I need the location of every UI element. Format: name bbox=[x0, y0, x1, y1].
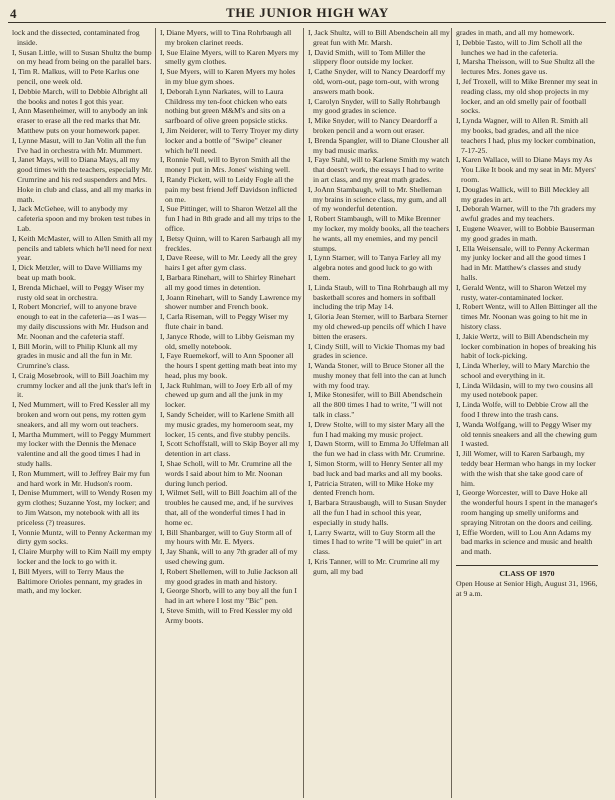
class-notice bbox=[456, 565, 598, 599]
will-entry: I, Robert Stambaugh, will to Mike Brenner my locker, my moldy books, all the teachers he wants, all my enemies, and my pencil stumps. bbox=[308, 214, 450, 253]
will-entry: I, Patricia Straten, will to Mike Hoke my dented French horn. bbox=[308, 478, 434, 498]
will-entry: I, Larry Swartz, will to Guy Storm all the times I had to write "I will be quiet" in art class. bbox=[308, 527, 442, 557]
will-entry: I, Debbie March, will to Debbie Albright all the books and notes I got this year. bbox=[12, 86, 148, 106]
will-entry: I, Wanda Wolfgang, will to Peggy Wiser my old tennis sneakers and all the chewing gum I wasted. bbox=[456, 419, 597, 449]
will-entry: I, Scott Schoffstall, will to Skip Boyer all my detention in art class. bbox=[160, 439, 300, 459]
will-entry: I, Bill Shanbarger, will to Guy Storm all of my hours with Mr. E. Myers. bbox=[160, 527, 292, 547]
will-entry: I, Douglas Wallick, will to Bill Meckley all my grades in art. bbox=[456, 184, 590, 204]
will-entry: I, Debbie Tasto, will to Jim Scholl all the lunches we had in the cafeteria. bbox=[456, 37, 583, 57]
page-number: 4 bbox=[10, 6, 17, 21]
will-entry: I, Lynn Starner, will to Tanya Farley all my algebra notes and good luck to go with them. bbox=[308, 253, 442, 282]
will-entry: I, Ronnie Null, will to Byron Smith all the money I put in Mrs. Jones' wishing well. bbox=[160, 155, 291, 175]
will-entry: I, Robert Wentz, will to Allen Bittinger all the times Mr. Noonan was going to hit me in history class. bbox=[456, 302, 598, 331]
will-entry: I, David Smith, will to Tom Miller the slippery floor outside my locker. bbox=[308, 47, 426, 67]
will-entry: I, Marsha Theisson, will to Sue Shultz all the lectures Mrs. Jones gave us. bbox=[456, 57, 595, 77]
will-entry: I, Bill Myers, will to Terry Maus the Baltimore Orioles pennant, my grades in math, and my locker. bbox=[12, 566, 143, 596]
will-entry: I, George Worcester, will to Dave Hoke all the wonderful hours I spent in the manager's room hanging up smelly uniforms and spraying Nitrotan on the doors and ceiling. bbox=[456, 488, 598, 527]
will-entry: I, Keith McMaster, will to Allen Smith all my pencils and tablets which he'll need for next year. bbox=[12, 233, 153, 263]
newspaper-title: THE JUNIOR HIGH WAY bbox=[226, 5, 389, 20]
will-entry: I, Betsy Quinn, will to Karen Sarbaugh all my freckles. bbox=[160, 233, 302, 253]
will-entry: I, Faye Ruemekorf, will to Ann Spooner all the hours I spent getting math beat into my head, plus my book. bbox=[160, 351, 297, 380]
column-4-entries bbox=[456, 28, 598, 557]
will-entry: I, Sandy Scheider, will to Karlene Smith all my music grades, my homeroom seat, my locker, 15 cents, and five stubby pencils. bbox=[160, 410, 294, 439]
will-entry: I, Dick Metzler, will to Dave Williams my beat up math book. bbox=[12, 263, 143, 282]
will-entry: I, Shae Scholl, will to Mr. Crumrine all the words I said about him to Mr. Noonan during lunch period. bbox=[160, 459, 292, 488]
will-entry: I, Bill Morin, will to Philip Klunk all my grades in music and all the fun in Mr. Crumrine's class. bbox=[12, 341, 138, 371]
will-entry: I, Jack Shultz, will to Bill Abendschein all my great fun with Mr. Marsh. bbox=[308, 28, 450, 47]
will-entry: I, Dave Reese, will to Mr. Leedy all the grey hairs I get after gym class. bbox=[160, 253, 298, 273]
class-notice-text: Open House at Senior High, August 31, 1966, at 9 a.m. bbox=[456, 579, 598, 598]
will-entry: I, Jill Womer, will to Karen Sarbaugh, my teddy bear Herman who hangs in my locker with the wish that she take good care of him. bbox=[456, 449, 596, 488]
will-entry: I, Tim R. Malkus, will to Pete Karlus one pencil, one week old. bbox=[12, 67, 140, 86]
will-entry: I, Steve Smith, will to Fred Kessler my old Army boots. bbox=[160, 606, 292, 625]
will-entry: I, Sue Elaine Myers, will to Karen Myers my smelly gym clothes. bbox=[160, 47, 299, 67]
column-2 bbox=[160, 28, 302, 798]
will-entry: I, Linda Staub, will to Tina Rohrbaugh all my basketball scores and homers in softball including the trip May 14. bbox=[308, 282, 449, 312]
article-columns bbox=[12, 28, 602, 798]
will-entry: I, Ella Weisensale, will to Penny Ackerman my junky locker and all the good times I had in Mr. Matthew's classes and study halls. bbox=[456, 243, 590, 282]
will-entry: I, Deborah Lynn Narkates, will to Laura Childress my ten-foot chicken who eats nothing but green M&M's and sits on a sarfboard of olive green popsicle sticks. bbox=[160, 86, 288, 126]
will-entry: I, Jakie Wertz, will to Bill Abendschein my locker combination in hopes of breaking his habit of lock-picking. bbox=[456, 331, 597, 361]
will-entry: I, Kris Tanner, will to Mr. Crumrine all my gum, all my bad bbox=[308, 557, 440, 576]
will-entry: I, Denise Mummert, will to Wendy Rosen my gym clothes; Suzanne Yost, my locker; and to Jim Watson, my notebook with all its priceless (?) treasures. bbox=[12, 488, 153, 527]
will-entry: I, Craig Mosebrook, will to Bill Joachim my crummy locker and all the junk that's left in it. bbox=[12, 370, 152, 400]
will-entry: I, Jack McGehee, will to anybody my cafeteria spoon and my broken test tubes in Lab. bbox=[12, 204, 151, 233]
will-entry: I, Jim Neiderer, will to Terry Troyer my dirty locker and a bottle of "Swipe" cleaner which he'll need. bbox=[160, 125, 299, 155]
will-entry: I, JoAnn Stambaugh, will to Mr. Shelleman my brains in science class, my gum, and all of my wonderful detention. bbox=[308, 184, 447, 214]
will-entry: I, Martha Mummert, will to Peggy Mummert my locker with the Dennis the Menace valentine and all the good times I had in study halls. bbox=[12, 429, 151, 469]
will-entry: I, Carla Riseman, will to Peggy Wiser my flute chair in band. bbox=[160, 312, 289, 331]
will-entry: I, Karen Wallace, will to Diane Mays my As You Like It book and my seat in Mr. Myers' room. bbox=[456, 155, 596, 184]
will-entry: I, Lynne Masut, will to Jan Volin all the fun I've had in orchestra with Mr. Mummert. bbox=[12, 135, 147, 155]
will-entry: I, Janet Mays, will to Diana Mays, all my good times with the teachers, especially Mr. Crumrine and his red suspenders and Mrs. Hoke in club and class, and all my marks in math. bbox=[12, 155, 153, 204]
will-entry: I, George Shorb, will to any boy all the fun I had in art where I lost my "Bic" pen. bbox=[160, 586, 297, 606]
will-entry: I, Janyce Rhode, will to Libby Geisman my old, smelly notebook. bbox=[160, 331, 295, 351]
will-entry: I, Lynda Wagner, will to Allen R. Smith all my books, bad grades, and all the nice teachers I had, plus my locker combination, 7-17-25. bbox=[456, 116, 596, 155]
will-entry: I, Cindy Still, will to Vickie Thomas my bad grades in science. bbox=[308, 341, 445, 361]
will-entry: I, Gloria Jean Sterner, will to Barbara Sterner my old chewed-up pencils off which I have bitten the erasers. bbox=[308, 312, 448, 341]
will-entry: I, Wanda Stoner, will to Bruce Stoner all the mushy money that fell into the can at lunch with my food tray. bbox=[308, 361, 447, 390]
will-entry: I, Brenda Michael, will to Peggy Wiser my rusty old seat in orchestra. bbox=[12, 282, 145, 302]
will-entry: I, Cathe Snyder, will to Nancy Deardorff my old, worn-out, page torn-out, with wrong answers math book. bbox=[308, 67, 446, 96]
will-entry: I, Joann Rinehart, will to Sandy Lawrence my shower number and French book. bbox=[160, 292, 302, 312]
will-entry: I, Barbara Strausbaugh, will to Susan Snyder all the fun I had in school this year, especially in study halls. bbox=[308, 498, 447, 527]
will-entry: I, Simon Storm, will to Henry Senter all my bad luck and bad marks and all my books. bbox=[308, 459, 443, 478]
column-3 bbox=[308, 28, 450, 798]
will-entry: I, Mike Snyder, will to Nancy Deardorff a broken pencil and a worn out eraser. bbox=[308, 116, 438, 135]
will-entry: lock and the dissected, contaminated frog inside. bbox=[12, 28, 140, 47]
will-entry: I, Drew Stolte, will to my sister Mary all the fun I had making my music project. bbox=[308, 419, 445, 439]
will-entry: I, Dawn Storm, will to Emma Jo Uffelman all the fun we had in class with Mr. Crumrine. bbox=[308, 439, 449, 459]
will-entry: I, Susan Little, will to Susan Shultz the bump on my head from being on the parallel bars. bbox=[12, 47, 152, 67]
will-entry: I, Ann Masenheimer, will to anybody an ink eraser to erase all the red marks that Mr. Matthew puts on your homework paper. bbox=[12, 106, 148, 135]
will-entry: I, Sue Pittinger, will to Sharon Wetzel all the fun I had in 8th grade and all my trips to the office. bbox=[160, 204, 301, 233]
will-entry: I, Claire Murphy will to Kim Naill my empty locker and the lock to go with it. bbox=[12, 547, 152, 567]
will-entry: I, Robert Moncrief, will to anyone brave enough to eat in the cafeteria—as I was— my daily discussions with Mr. Hudson and Mr. Noonan and the cafeteria staff. bbox=[12, 302, 149, 341]
will-entry: I, Linda Wherley, will to Mary Marchio the school and everything in it. bbox=[456, 361, 590, 380]
will-entry: I, Wilmet Sell, will to Bill Joachim all of the troubles he caused me, and, if he survives that, all of the wonderful times I had in home ec. bbox=[160, 488, 297, 527]
will-entry: I, Mike Stonesifer, will to Bill Abendschein all the 800 times I had to write, "I will not talk in class." bbox=[308, 390, 443, 420]
will-entry: I, Brenda Spangler, will to Diane Clousher all my bad music marks. bbox=[308, 135, 449, 155]
will-entry: I, Randy Pickett, will to Leidy Fogle all the pain my best friend Jeff Davidson inflicted on me. bbox=[160, 174, 297, 204]
will-entry: I, Linda Wolfe, will to Debbie Crow all the food I threw into the trash cans. bbox=[456, 400, 589, 420]
will-entry: I, Faye Stahl, will to Karlene Smith my watch that doesn't work, the essays I had to write in art class, and my great math grades. bbox=[308, 155, 450, 184]
will-entry: I, Sue Myers, will to Karen Myers my holes in my blue gym shoes. bbox=[160, 67, 296, 86]
will-entry: I, Barbara Rinehart, will to Shirley Rinehart all my good times in detention. bbox=[160, 272, 296, 292]
will-entry: I, Ron Mummert, will to Jeffrey Bair my fun and hard work in Mr. Hudson's room. bbox=[12, 468, 150, 488]
will-entry: I, Jack Ruhlman, will to Joey Erb all of my chewed up gum and all the junk in my locker. bbox=[160, 380, 293, 410]
will-entry: I, Jef Troxell, will to Mike Brenner my seat in reading class, my old shop projects in my locker, and an old smelly pair of football socks. bbox=[456, 76, 598, 116]
will-entry: I, Diane Myers, will to Tina Rohrbaugh all my broken clarinet reeds. bbox=[160, 28, 292, 47]
will-entry: grades in math, and all my homework. bbox=[456, 28, 575, 37]
will-entry: I, Vonnie Muntz, will to Penny Ackerman my dirty gym socks. bbox=[12, 527, 152, 547]
will-entry: I, Eugene Weaver, will to Bobbie Bauserman my good grades in math. bbox=[456, 223, 595, 243]
will-entry: I, Carolyn Snyder, will to Sally Rohrbaugh my good grades in science. bbox=[308, 96, 441, 116]
will-entry: I, Jay Shank, will to any 7th grader all of my used chewing gum. bbox=[160, 547, 298, 567]
will-entry: I, Robert Shellemen, will to Julie Jackson all my good grades in math and history. bbox=[160, 566, 298, 586]
will-entry: I, Effie Worden, will to Lou Ann Adams my bad marks in science and music and health and math. bbox=[456, 527, 593, 557]
header-rule bbox=[8, 22, 606, 23]
will-entry: I, Linda Wildasin, will to my two cousins all my used notebook paper. bbox=[456, 380, 594, 400]
page-header bbox=[0, 0, 615, 24]
will-entry: I, Gerald Wentz, will to Sharon Wetzel my rusty, water-contaminated locker. bbox=[456, 282, 587, 302]
class-notice-title: CLASS OF 1970 bbox=[499, 569, 555, 579]
will-entry: I, Deborah Warner, will to the 7th graders my awful grades and my teachers. bbox=[456, 204, 596, 224]
column-4 bbox=[456, 28, 598, 798]
will-entry: I, Ned Mummert, will to Fred Kessler all my broken and worn out pens, my rotten gym sneakers, and all my worn out teachers. bbox=[12, 400, 150, 429]
column-1 bbox=[12, 28, 154, 798]
